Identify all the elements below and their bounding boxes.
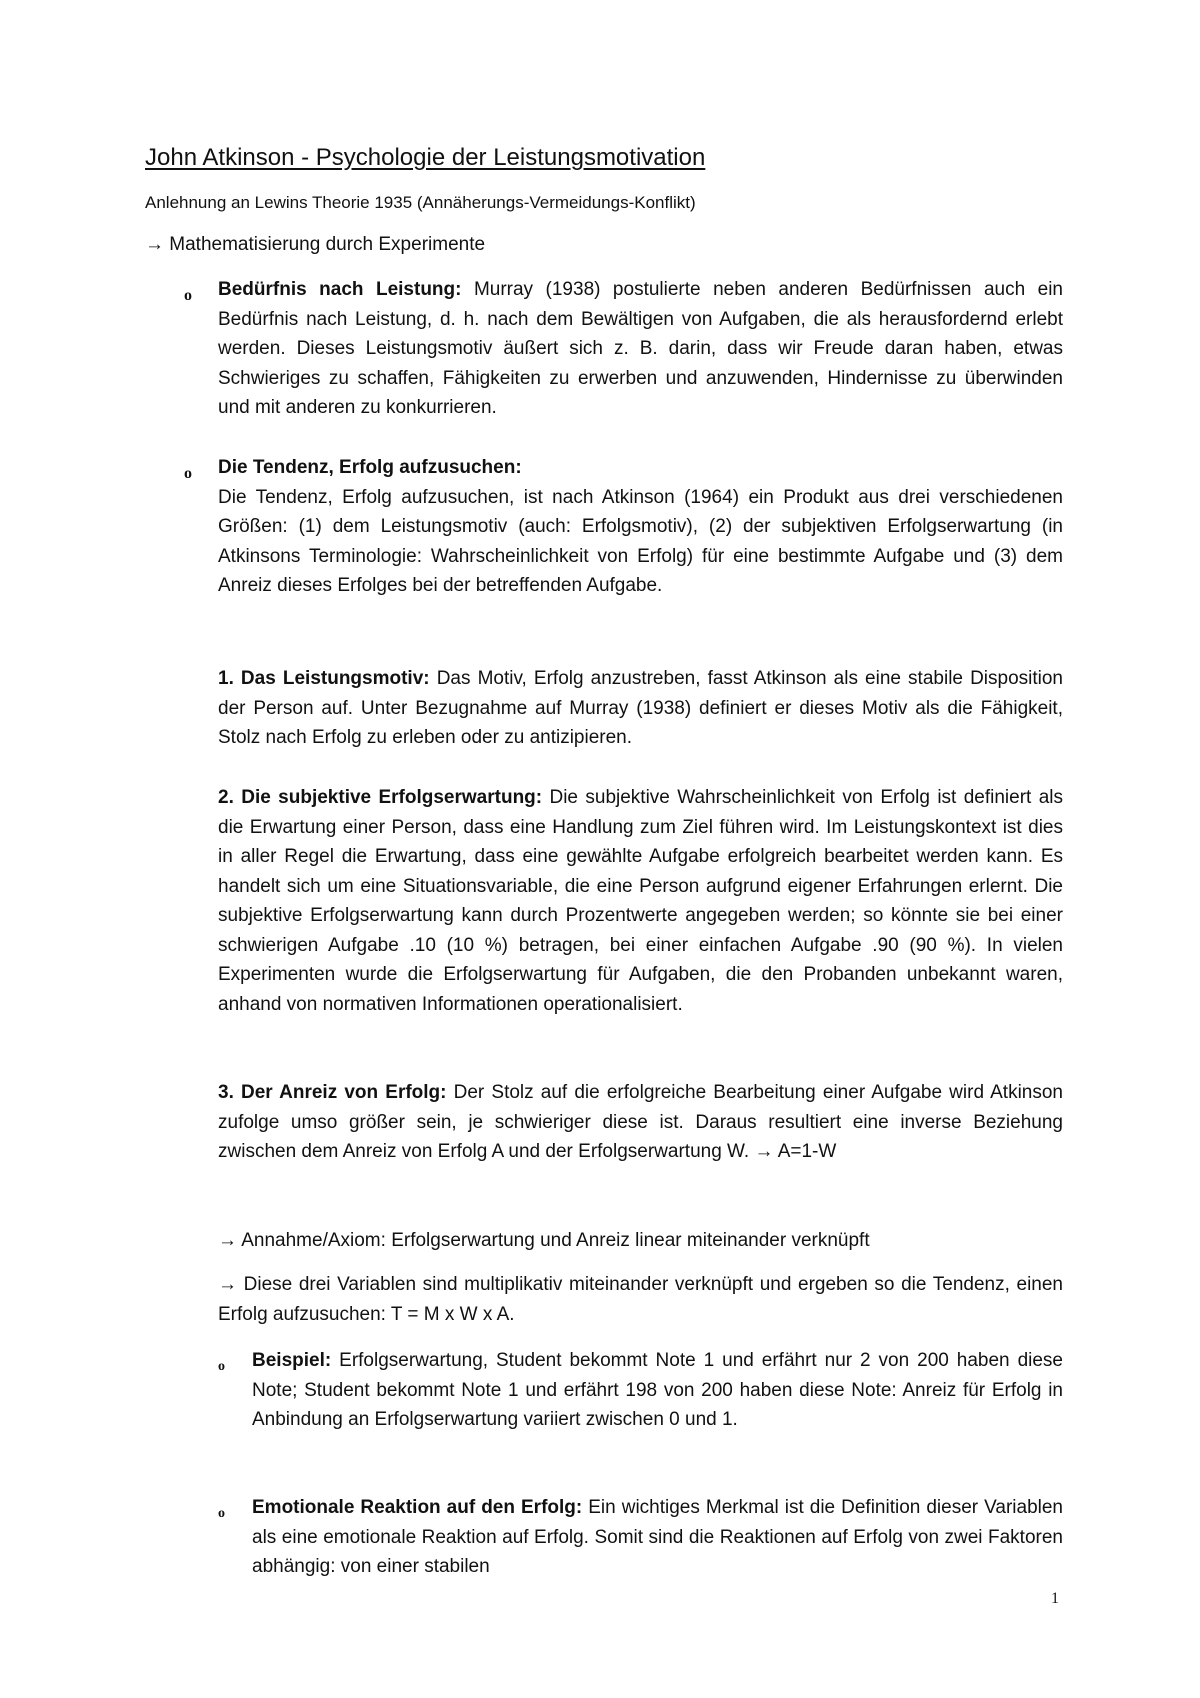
subtitle-line: Anlehnung an Lewins Theorie 1935 (Annäherungs-Vermeidungs-Konflikt) — [145, 193, 696, 212]
document-title: John Atkinson - Psychologie der Leistungsmotivation — [145, 144, 706, 171]
item-text: Ein wichtiges Merkmal ist die Definition dieser Variablen als eine emotionale Reaktion auf Erfolg. Somit sind die Reaktionen auf Erfolg von zwei Faktoren abhängig: von einer stabilen — [252, 1497, 1063, 1577]
sub-erfolgserwartung — [218, 783, 1063, 1019]
item-heading: Bedürfnis nach Leistung: — [218, 279, 462, 300]
intro-arrow-line: → Mathematisierung durch Experimente — [145, 234, 486, 255]
sub-anreiz — [218, 1078, 1063, 1167]
sub-text: Die subjektive Wahrscheinlichkeit von Erfolg ist definiert als die Erwartung einer Person, dass eine Handlung zum Ziel führen wird. Im Leistungskontext ist dies in aller Regel die Erwartung, dass eine gewählte Aufgabe erfolgreich bearbeitet werden kann. Es handelt sich um eine Situationsvariable, die eine Person aufgrund eigener Erfahrungen erlernt. Die subjektive Erfolgserwartung kann durch Prozentwerte angegeben werden; so könnte sie bei einer schwierigen Aufgabe .10 (10 %) betragen, bei einer einfachen Aufgabe .90 (90 %). In vielen Experimenten wurde die Erfolgserwartung für Aufgaben, die den Probanden unbekannt waren, anhand von normativen Informationen operationalisiert. — [218, 787, 1063, 1015]
item-tendenz-erfolg — [218, 453, 1063, 601]
item-heading: Emotionale Reaktion auf den Erfolg: — [252, 1497, 583, 1518]
sub-heading: 3. Der Anreiz von Erfolg: — [218, 1082, 447, 1103]
page-number: 1 — [1051, 1590, 1059, 1607]
bullet-marker: o — [218, 1506, 225, 1521]
bullet-marker: o — [184, 287, 192, 304]
item-heading: Beispiel: — [252, 1350, 332, 1371]
item-text: Die Tendenz, Erfolg aufzusuchen, ist nach Atkinson (1964) ein Produkt aus drei verschiedenen Größen: (1) dem Leistungsmotiv (auch: Erfolgsmotiv), (2) der subjektiven Erfolgserwartung (in Atkinsons Terminologie: Wahrscheinlichkeit von Erfolg) für eine bestimmte Aufgabe und (3) dem Anreiz dieses Erfolges bei der betreffenden Aufgabe. — [218, 486, 1063, 596]
item-text: Erfolgserwartung, Student bekommt Note 1 und erfährt nur 2 von 200 haben diese Note; Student bekommt Note 1 und erfährt 198 von 200 haben diese Note: Anreiz für Erfolg in Anbindung an Erfolgserwartung variiert zwischen 0 und 1. — [252, 1350, 1063, 1430]
sub-leistungsmotiv — [218, 664, 1063, 753]
item-beispiel — [252, 1346, 1063, 1435]
item-heading: Die Tendenz, Erfolg aufzusuchen: — [218, 457, 522, 478]
item-emotionale-reaktion — [252, 1493, 1063, 1582]
sub-text: Das Motiv, Erfolg anzustreben, fasst Atkinson als eine stabile Disposition der Person auf. Unter Bezugnahme auf Murray (1938) definiert er dieses Motiv als die Fähigkeit, Stolz nach Erfolg zu erleben oder zu antizipieren. — [218, 668, 1063, 748]
note-multiplikativ: → Diese drei Variablen sind multiplikativ miteinander verknüpft und ergeben so die Tendenz, einen Erfolg aufzusuchen: T = M x W x A. — [218, 1274, 1063, 1325]
item-text: Murray (1938) postulierte neben anderen Bedürfnissen auch ein Bedürfnis nach Leistung, d. h. nach dem Bewältigen von Aufgaben, die als herausfordernd erlebt werden. Dieses Leistungsmotiv äußert sich z. B. darin, dass wir Freude daran haben, etwas Schwieriges zu schaffen, Fähigkeiten zu erwerben und anzuwenden, Hindernisse zu überwinden und mit anderen zu konkurrieren. — [218, 279, 1063, 418]
bullet-marker: o — [184, 465, 192, 482]
sub-heading: 1. Das Leistungsmotiv: — [218, 668, 430, 689]
note-annahme: → Annahme/Axiom: Erfolgserwartung und Anreiz linear miteinander verknüpft — [218, 1230, 870, 1251]
sub-text: Der Stolz auf die erfolgreiche Bearbeitung einer Aufgabe wird Atkinson zufolge umso größer sein, je schwieriger diese ist. Daraus resultiert eine inverse Beziehung zwischen dem Anreiz von Erfolg A und der Erfolgserwartung W. → A=1-W — [218, 1082, 1063, 1162]
item-beduerfnis-nach-leistung — [218, 275, 1063, 423]
bullet-marker: o — [218, 1359, 225, 1374]
sub-heading: 2. Die subjektive Erfolgserwartung: — [218, 787, 543, 808]
